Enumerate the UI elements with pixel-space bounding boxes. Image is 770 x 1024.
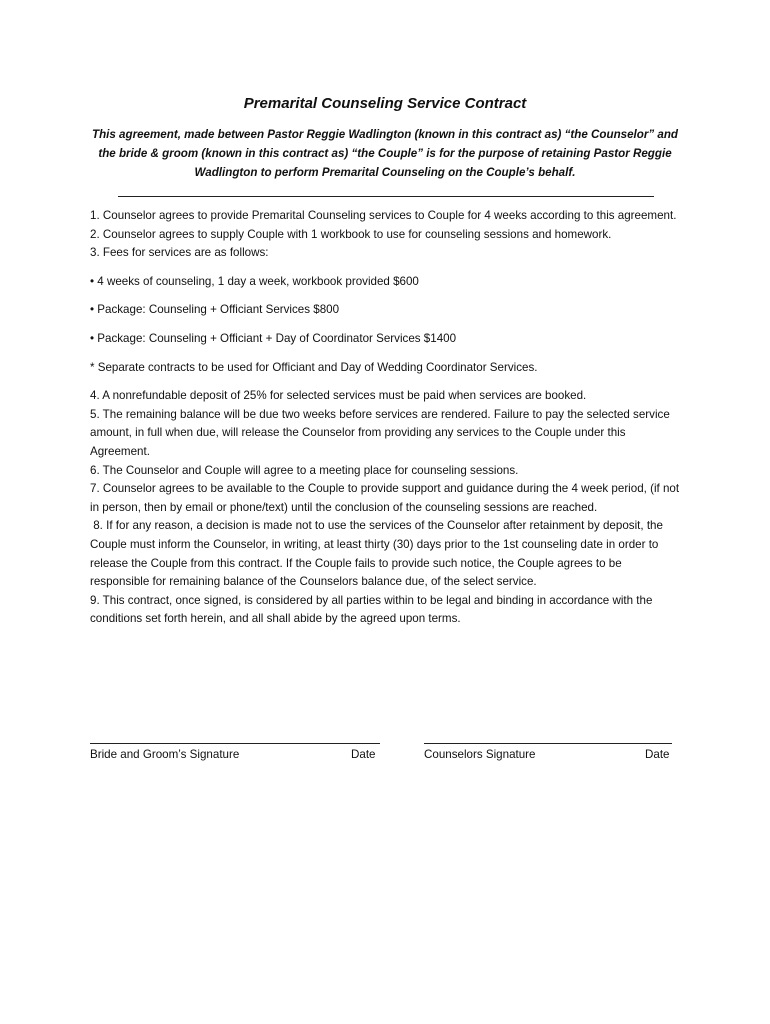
clause-9: 9. This contract, once signed, is considered by all parties within to be legal and binding in accordance with the conditions set forth herein, and all shall abide by the agreed upon terms.	[90, 593, 653, 626]
fee-item-3: • Package: Counseling + Officiant + Day of Coordinator Services $1400	[90, 331, 457, 345]
separate-contracts-note: * Separate contracts to be used for Officiant and Day of Wedding Coordinator Services.	[90, 360, 538, 374]
fee-item-1: • 4 weeks of counseling, 1 day a week, workbook provided $600	[90, 274, 419, 288]
clause-7: 7. Counselor agrees to be available to the Couple to provide support and guidance during the 4 week period, (if not in person, then by email or phone/text) until the conclusion of the counseling sessions are reached.	[90, 482, 680, 514]
clause-6: 6. The Counselor and Couple will agree to a meeting place for counseling sessions.	[90, 463, 519, 477]
clause-3: 3. Fees for services are as follows:	[90, 246, 269, 260]
clause-1: 1. Counselor agrees to provide Premarital Counseling services to Couple for 4 weeks according to this agreement.	[90, 209, 677, 222]
couple-signature-line[interactable]	[90, 743, 380, 744]
clause-8: 8. If for any reason, a decision is made not to use the services of the Counselor after retainment by deposit, the Couple must inform the Counselor, in writing, at least thirty (30) days prior to the 1st counseling date in order to release the Couple from this contract. If the Couple fails to provide such notice, the Couple agrees to be responsible for remaining balance of the Counselors balance due, of the select service.	[90, 519, 667, 589]
couple-signature-label: Bride and Groom’s Signature	[90, 748, 240, 761]
clause-4: 4. A nonrefundable deposit of 25% for selected services must be paid when services are booked.	[90, 389, 587, 403]
document-title: Premarital Counseling Service Contract	[243, 95, 527, 112]
counselor-signature-label: Counselors Signature	[424, 748, 536, 761]
couple-date-label: Date	[351, 748, 376, 761]
intro-paragraph: This agreement, made between Pastor Reggie Wadlington (known in this contract as) “the Counselor” and the bride & groom (known in this contract as) “the Couple” is for the purpose of retaining Pastor Reggie Wadlington to perform Premarital Counseling on the Couple’s behalf.	[92, 128, 678, 179]
fee-item-2: • Package: Counseling + Officiant Services $800	[90, 303, 340, 317]
counselor-signature-line[interactable]	[424, 743, 672, 744]
intro-divider	[118, 196, 654, 197]
contract-body	[90, 207, 682, 629]
clause-2: 2. Counselor agrees to supply Couple with 1 workbook to use for counseling sessions and homework.	[90, 227, 612, 241]
counselor-date-label: Date	[645, 748, 670, 761]
clause-5: 5. The remaining balance will be due two weeks before services are rendered. Failure to pay the selected service amount, in full when due, will release the Counselor from providing any services to the Couple under this Agreement.	[90, 407, 670, 458]
